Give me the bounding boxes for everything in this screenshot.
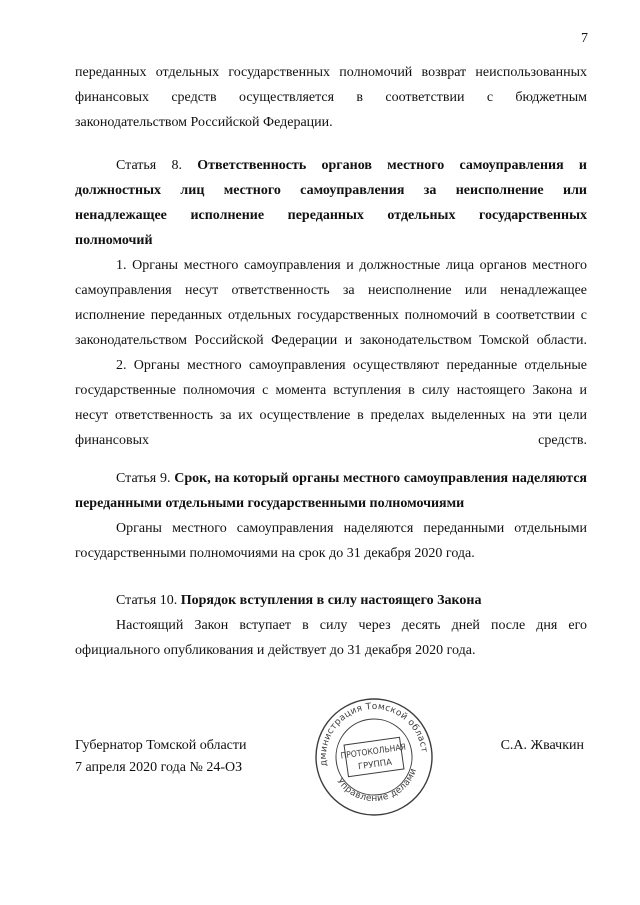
article-8-prefix: Статья 8.: [116, 158, 182, 173]
article-8: [75, 153, 587, 453]
article-8-heading: [75, 153, 587, 253]
official-stamp: [312, 695, 436, 819]
article-8-title: Ответственность органов местного самоуправления и должностных лиц местного самоуправления за неисполнение или ненадлежащее исполнение переданных отдельных государственных полномочий: [75, 158, 587, 248]
article-9: [75, 466, 587, 566]
article-10-paragraph-1: Настоящий Закон вступает в силу через десять дней после дня его официального опубликования и действует до 31 декабря 2020 года.: [75, 618, 587, 658]
signatory-name: С.А. Жвачкин: [500, 738, 584, 753]
stamp-ring-top-text: Администрация Томской области: [318, 701, 429, 767]
intro-block: [75, 60, 587, 135]
article-8-paragraph-2: 2. Органы местного самоуправления осуществляют переданные отдельные государственные полномочия с момента вступления в силу настоящего Закона и несут ответственность за их осуществление в пределах выделенных на эти цели финансовых средств.: [75, 358, 587, 448]
signature-block: [75, 735, 247, 779]
stamp-center-line-2: ГРУППА: [357, 757, 393, 773]
article-10-title: Порядок вступления в силу настоящего Закона: [180, 593, 482, 608]
signatory-position: Губернатор Томской области: [75, 738, 247, 753]
article-10: [75, 588, 587, 663]
article-9-paragraph-1: Органы местного самоуправления наделяются переданными отдельными государственными полномочиями на срок до 31 декабря 2020 года.: [75, 521, 587, 561]
article-9-prefix: Статья 9.: [116, 471, 171, 486]
stamp-center-line-1: ПРОТОКОЛЬНАЯ: [340, 742, 407, 762]
article-9-title: Срок, на который органы местного самоуправления наделяются переданными отдельными государственными полномочиями: [75, 471, 587, 511]
page-number: 7: [581, 31, 588, 46]
article-10-heading: [75, 588, 587, 613]
intro-paragraph: переданных отдельных государственных полномочий возврат неиспользованных финансовых средств осуществляется в соответствии с бюджетным законодательством Российской Федерации.: [75, 65, 587, 130]
article-9-heading: [75, 466, 587, 516]
stamp-ring-bottom-text: Управление делами: [334, 767, 420, 805]
article-8-paragraph-1: 1. Органы местного самоуправления и должностные лица органов местного самоуправления несут ответственность за неисполнение или ненадлежащее исполнение переданных отдельных государственных полномочий в соответствии с законодательством Российской Федерации и законодательством Томской области.: [75, 258, 587, 348]
law-date-number: 7 апреля 2020 года № 24-ОЗ: [75, 760, 243, 775]
article-10-prefix: Статья 10.: [116, 593, 178, 608]
